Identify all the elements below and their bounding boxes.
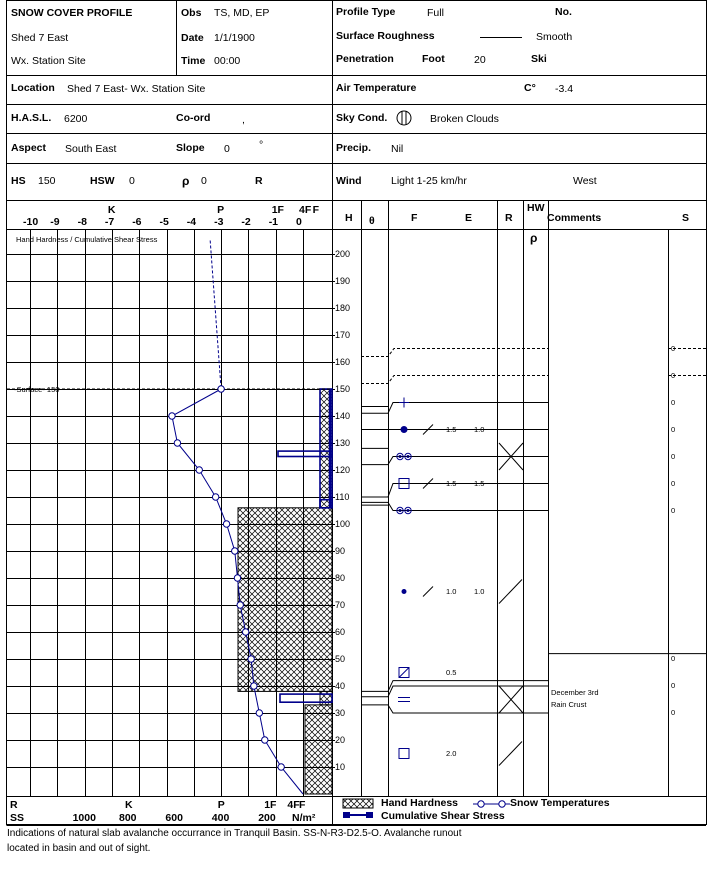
height-tick-label: 80 (335, 572, 346, 583)
temperature-point (242, 629, 248, 635)
top-axis-hardness-label: K (107, 204, 116, 216)
bottom-axis-hardness-label: 1F (264, 799, 277, 811)
profile-title: SNOW COVER PROFILE (11, 7, 133, 19)
hsw-label: HSW (90, 175, 115, 187)
header-height: H (345, 212, 353, 224)
foot-value: 20 (474, 54, 486, 66)
layer-comment: Rain Crust (551, 699, 587, 709)
surface-label: -Surface- 150 (14, 385, 60, 394)
site-name: Shed 7 East (11, 32, 69, 44)
obs-value: TS, MD, EP (214, 7, 270, 19)
stability-value: 0 (671, 505, 676, 515)
location-value: Shed 7 East- Wx. Station Site (67, 83, 206, 95)
height-tick-label: 70 (335, 599, 346, 610)
bottom-axis-shear-label: N/m² (292, 812, 316, 824)
header-grain-size: E (465, 212, 473, 224)
penetration-label: Penetration (336, 53, 394, 65)
hardness-slash-icon (499, 580, 522, 604)
top-axis-temperature-label: -2 (241, 216, 251, 228)
wind-value: Light 1-25 km/hr (391, 175, 467, 187)
date-value: 1/1/1900 (214, 32, 255, 44)
r-label: R (255, 175, 263, 187)
stability-value: 0 (671, 654, 676, 663)
bottom-axis-shear-label: 400 (211, 812, 230, 824)
header-hardness: R (505, 212, 513, 224)
sky-label: Sky Cond. (336, 112, 388, 124)
slope-label: Slope (176, 142, 205, 154)
time-value: 00:00 (214, 55, 241, 67)
header-comments: Comments (547, 212, 602, 224)
height-tick-label: 90 (335, 545, 346, 556)
top-axis-temperature-label: -9 (50, 216, 60, 228)
height-tick-label: 30 (335, 707, 346, 718)
aspect-label: Aspect (11, 142, 47, 154)
layer-boundary (361, 686, 548, 697)
header-density: ρ (530, 231, 538, 245)
air-temperature-unit: C° (524, 82, 536, 94)
bottom-axis-shear-label: 600 (165, 812, 183, 824)
ski-label: Ski (531, 53, 547, 65)
bottom-axis-shear-label: 800 (119, 812, 137, 824)
bottom-axis-hardness-label: R (10, 799, 18, 811)
top-axis-temperature-label: -1 (268, 216, 279, 228)
hardness-slash-icon (499, 742, 522, 766)
height-tick-label: 110 (335, 491, 350, 502)
height-tick-label: 60 (335, 626, 346, 637)
layer-comment: December 3rd (551, 687, 599, 697)
grain-size: 1.5 (446, 424, 457, 434)
foot-label: Foot (422, 53, 445, 65)
header-stability: S (682, 212, 690, 224)
height-tick-label: 130 (335, 437, 351, 448)
stability-value: 0 (671, 708, 676, 717)
height-tick-label: 150 (335, 383, 351, 394)
precip-value: Nil (391, 143, 404, 155)
density-label: ρ (182, 174, 190, 188)
site-sub: Wx. Station Site (11, 55, 86, 67)
top-axis-hardness-label: P (217, 204, 225, 216)
height-tick-label: 40 (335, 680, 346, 691)
temperature-point (248, 656, 254, 662)
height-tick-label: 100 (335, 518, 351, 529)
stability-value: 0 (671, 681, 676, 690)
bottom-axis-hardness-label: P (217, 799, 225, 811)
layer-boundary (361, 502, 548, 510)
stability-value: 0 (671, 478, 676, 488)
stability-value: 0 (671, 397, 676, 407)
wind-label: Wind (336, 175, 362, 187)
top-axis-temperature-label: -3 (214, 216, 224, 228)
ice-layer-icon (398, 698, 410, 702)
profile-type-value: Full (427, 7, 444, 19)
coord-label: Co-ord (176, 112, 211, 124)
height-tick-label: 190 (335, 275, 351, 286)
coord-value: , (242, 114, 245, 126)
slope-unit: ° (259, 139, 264, 151)
top-axis-hardness-label: 1F (271, 204, 284, 216)
grain-size-max: 1.0 (474, 424, 485, 434)
top-axis-temperature-label: -5 (159, 216, 169, 228)
temperature-legend-swatch (473, 801, 510, 807)
temperature-point (234, 575, 240, 581)
height-tick-label: 120 (335, 464, 351, 475)
aspect-value: South East (65, 143, 117, 155)
top-axis-temperature-label: -10 (23, 216, 39, 228)
top-axis-temperature-label: 0 (296, 216, 302, 228)
hardness-bar (305, 705, 332, 794)
shear-legend-swatch (343, 812, 373, 818)
layer-boundary (361, 403, 548, 414)
new-snow-boundary (361, 349, 548, 357)
bottom-axis-shear-label: 1000 (72, 812, 96, 824)
temperature-point (174, 440, 180, 446)
temperature-point (237, 602, 243, 608)
hand-hardness-bars (238, 389, 332, 794)
wind-direction: West (573, 175, 597, 187)
height-tick-label: 170 (335, 329, 351, 340)
grain-size: 2.0 (446, 748, 457, 758)
hsw-value: 0 (129, 175, 135, 187)
temperature-point (262, 737, 268, 743)
height-tick-label: 20 (335, 734, 346, 745)
obs-label: Obs (181, 7, 202, 19)
surface-roughness-label: Surface Roughness (336, 30, 435, 42)
top-axis-hardness-label: F (312, 204, 320, 216)
form-change-slash (423, 587, 433, 597)
bottom-axis-hardness-label: K (125, 799, 133, 811)
top-axis-temperature-label: -7 (104, 216, 115, 228)
bottom-axis-hardness-label: F (299, 799, 306, 811)
faceted-crystal-icon (399, 749, 409, 759)
density-value: 0 (201, 175, 207, 187)
hardness-legend-swatch (343, 799, 373, 808)
sky-value: Broken Clouds (430, 113, 499, 125)
location-label: Location (11, 82, 55, 94)
legend-temperatures: Snow Temperatures (510, 797, 610, 809)
broken-clouds-icon (397, 111, 411, 125)
profile-type-label: Profile Type (336, 6, 396, 18)
top-axis-temperature-label: -8 (77, 216, 87, 228)
hasl-value: 6200 (64, 113, 88, 125)
bottom-axis-hardness-label: 4F (287, 799, 300, 811)
temperature-point (232, 548, 238, 554)
temperature-point (223, 521, 229, 527)
top-axis-temperature-label: -6 (132, 216, 142, 228)
date-label: Date (181, 32, 204, 44)
rounded-grain-icon (401, 426, 408, 433)
hasl-label: H.A.S.L. (11, 112, 52, 124)
air-temperature-value: -3.4 (555, 83, 574, 95)
temperature-point (212, 494, 218, 500)
temperature-point (196, 467, 202, 473)
height-tick-label: 10 (335, 761, 346, 772)
legend-shear: Cumulative Shear Stress (381, 810, 505, 822)
rounded-grain-icon (402, 589, 407, 594)
bottom-axis-shear-label: SS (10, 812, 25, 824)
hs-value: 150 (38, 175, 56, 187)
height-tick-label: 50 (335, 653, 346, 664)
grain-size: 1.0 (446, 586, 457, 596)
top-axis-hardness-label: 4F (299, 204, 312, 216)
temperature-point (169, 413, 175, 419)
precip-label: Precip. (336, 142, 372, 154)
new-snow-boundary (361, 376, 548, 384)
top-axis-temperature-label: -4 (186, 216, 197, 228)
stability-value: 0 (671, 370, 676, 380)
stability-value: 0 (671, 343, 676, 353)
header-hw: HW (527, 202, 545, 214)
notes-line-2: located in basin and out of sight. (7, 843, 151, 854)
header-form: F (411, 212, 418, 224)
grain-size: 0.5 (446, 667, 457, 677)
height-tick-label: 200 (335, 248, 351, 259)
temperature-point (278, 764, 284, 770)
legend-hardness: Hand Hardness (381, 797, 459, 809)
height-tick-label: 180 (335, 302, 351, 313)
temperature-point (218, 386, 224, 392)
air-temperature-line (210, 241, 221, 390)
chart-caption: Hand Hardness / Cumulative Shear Stress (16, 235, 158, 244)
grain-size-max: 1.0 (474, 586, 485, 596)
time-label: Time (181, 55, 206, 67)
notes-line-1: Indications of natural slab avalanche occurrance in Tranquil Basin. SS-N-R3-D2.5-O. Avalanche runout (7, 828, 462, 839)
slope-value: 0 (224, 143, 230, 155)
layer-boundaries (361, 349, 706, 714)
temperature-point (256, 710, 262, 716)
depth-hoar-icon (399, 668, 409, 678)
height-tick-label: 160 (335, 356, 351, 367)
hs-label: HS (11, 175, 26, 187)
no-label: No. (555, 6, 572, 18)
bottom-axis-shear-label: 200 (258, 812, 276, 824)
surface-roughness-value: Smooth (536, 31, 573, 43)
layer-symbols (397, 398, 523, 766)
temperature-point (251, 683, 257, 689)
layer-boundary (361, 457, 548, 465)
air-temperature-label: Air Temperature (336, 82, 417, 94)
hardness-cross-icon (499, 686, 523, 713)
grain-size: 1.5 (446, 478, 457, 488)
height-tick-label: 140 (335, 410, 351, 421)
stability-value: 0 (671, 424, 676, 434)
stability-value: 0 (671, 451, 676, 461)
header-theta: θ (369, 215, 375, 227)
grain-size-max: 1.5 (474, 478, 485, 488)
